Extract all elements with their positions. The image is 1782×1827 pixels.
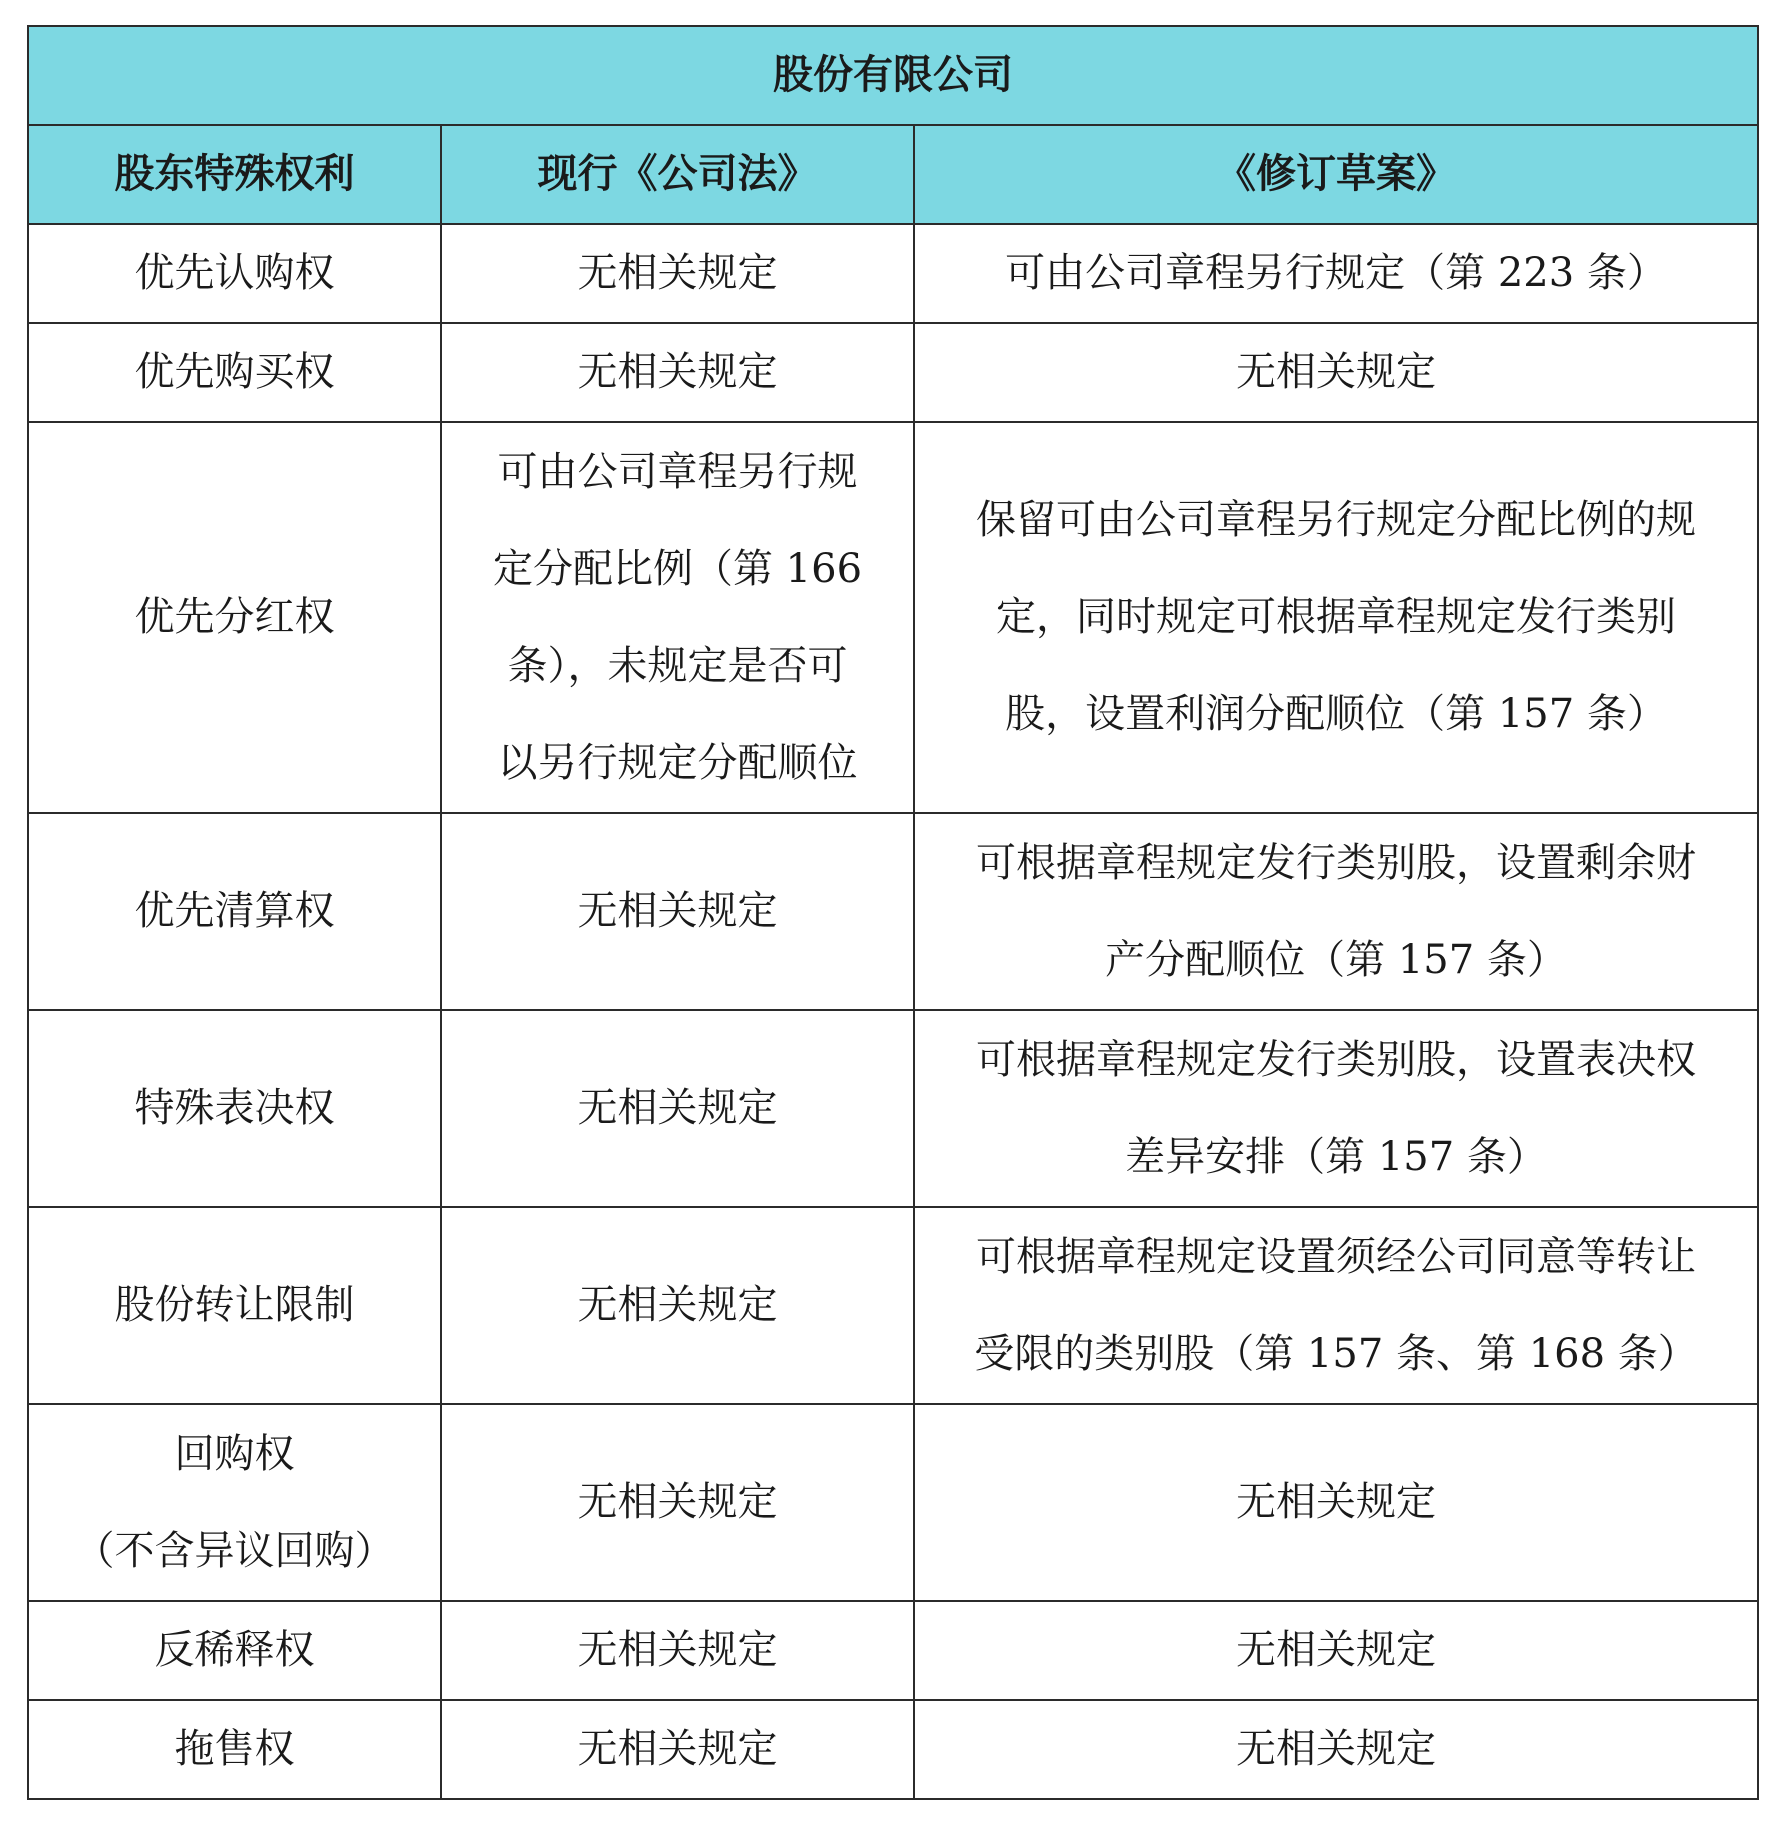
cell-line: 无相关规定 xyxy=(577,1726,778,1772)
cell-line: 可由公司章程另行规定（第 223 条） xyxy=(1005,250,1667,296)
cell-line: 优先分红权 xyxy=(134,594,335,640)
right-name-cell xyxy=(28,1404,441,1601)
table-title: 股份有限公司 xyxy=(28,26,1758,125)
cell-line: 股份转让限制 xyxy=(114,1282,355,1328)
right-name-cell xyxy=(28,323,441,422)
cell-line: 优先购买权 xyxy=(134,349,335,395)
cell-line: 无相关规定 xyxy=(577,250,778,296)
cell-line: 可由公司章程另行规 xyxy=(497,448,858,495)
cell-line: 可根据章程规定发行类别股，设置表决权 xyxy=(976,1036,1696,1083)
current-law-cell xyxy=(441,1700,914,1799)
right-name-cell xyxy=(28,813,441,1010)
current-law-cell xyxy=(441,1601,914,1700)
current-law-cell xyxy=(441,1404,914,1601)
table-row xyxy=(28,813,1758,1010)
cell-line: 无相关规定 xyxy=(1236,349,1436,395)
cell-line: 优先认购权 xyxy=(134,250,335,296)
draft-cell xyxy=(914,323,1758,422)
draft-cell xyxy=(914,224,1758,323)
table-row xyxy=(28,1404,1758,1601)
draft-cell xyxy=(914,422,1758,813)
table-row xyxy=(28,1207,1758,1404)
cell-line: 无相关规定 xyxy=(1236,1627,1436,1673)
cell-line: 可根据章程规定设置须经公司同意等转让 xyxy=(976,1233,1696,1280)
current-law-cell xyxy=(441,422,914,813)
current-law-cell xyxy=(441,1010,914,1207)
table-row xyxy=(28,1601,1758,1700)
cell-line: 反稀释权 xyxy=(154,1627,315,1673)
table-row xyxy=(28,1700,1758,1799)
header-current-law: 现行《公司法》 xyxy=(441,125,914,224)
cell-line: 无相关规定 xyxy=(1236,1479,1436,1525)
cell-line: 股，设置利润分配顺位（第 157 条） xyxy=(1005,691,1667,737)
cell-line: 无相关规定 xyxy=(577,1085,778,1131)
right-name-cell xyxy=(28,1601,441,1700)
draft-cell xyxy=(914,1404,1758,1601)
draft-cell xyxy=(914,1601,1758,1700)
cell-line: 无相关规定 xyxy=(577,349,778,395)
right-name-cell xyxy=(28,1207,441,1404)
table-row xyxy=(28,422,1758,813)
draft-cell xyxy=(914,813,1758,1010)
current-law-cell xyxy=(441,813,914,1010)
cell-line: 优先清算权 xyxy=(134,888,335,934)
cell-line: 可根据章程规定发行类别股，设置剩余财 xyxy=(976,839,1696,886)
current-law-cell xyxy=(441,224,914,323)
draft-cell xyxy=(914,1700,1758,1799)
cell-line: 无相关规定 xyxy=(1236,1726,1436,1772)
right-name-cell xyxy=(28,1010,441,1207)
cell-line: 拖售权 xyxy=(174,1726,295,1772)
right-name-cell xyxy=(28,1700,441,1799)
cell-line: 无相关规定 xyxy=(577,1627,778,1673)
table-row xyxy=(28,323,1758,422)
cell-line: 差异安排（第 157 条） xyxy=(1125,1133,1547,1180)
table-row xyxy=(28,224,1758,323)
cell-line: 定分配比例（第 166 xyxy=(492,545,863,592)
header-shareholder-right: 股东特殊权利 xyxy=(28,125,441,224)
cell-line: （不含异议回购） xyxy=(74,1527,395,1574)
cell-line: 回购权 xyxy=(174,1430,295,1477)
draft-cell xyxy=(914,1207,1758,1404)
draft-cell xyxy=(914,1010,1758,1207)
cell-line: 无相关规定 xyxy=(577,1282,778,1328)
cell-line: 受限的类别股（第 157 条、第 168 条） xyxy=(974,1330,1698,1377)
cell-line: 条），未规定是否可 xyxy=(507,642,848,689)
cell-line: 定，同时规定可根据章程规定发行类别 xyxy=(996,594,1676,640)
current-law-cell xyxy=(441,323,914,422)
cell-line: 产分配顺位（第 157 条） xyxy=(1105,936,1567,983)
cell-line: 无相关规定 xyxy=(577,1479,778,1525)
cell-line: 无相关规定 xyxy=(577,888,778,934)
cell-line: 特殊表决权 xyxy=(134,1085,335,1131)
cell-line: 保留可由公司章程另行规定分配比例的规 xyxy=(976,497,1696,543)
right-name-cell xyxy=(28,422,441,813)
comparison-table xyxy=(27,25,1759,1800)
header-draft-amendment: 《修订草案》 xyxy=(914,125,1758,224)
cell-line: 以另行规定分配顺位 xyxy=(497,739,858,786)
right-name-cell xyxy=(28,224,441,323)
table-header-row xyxy=(28,125,1758,224)
table-title-row xyxy=(28,26,1758,125)
table-row xyxy=(28,1010,1758,1207)
current-law-cell xyxy=(441,1207,914,1404)
